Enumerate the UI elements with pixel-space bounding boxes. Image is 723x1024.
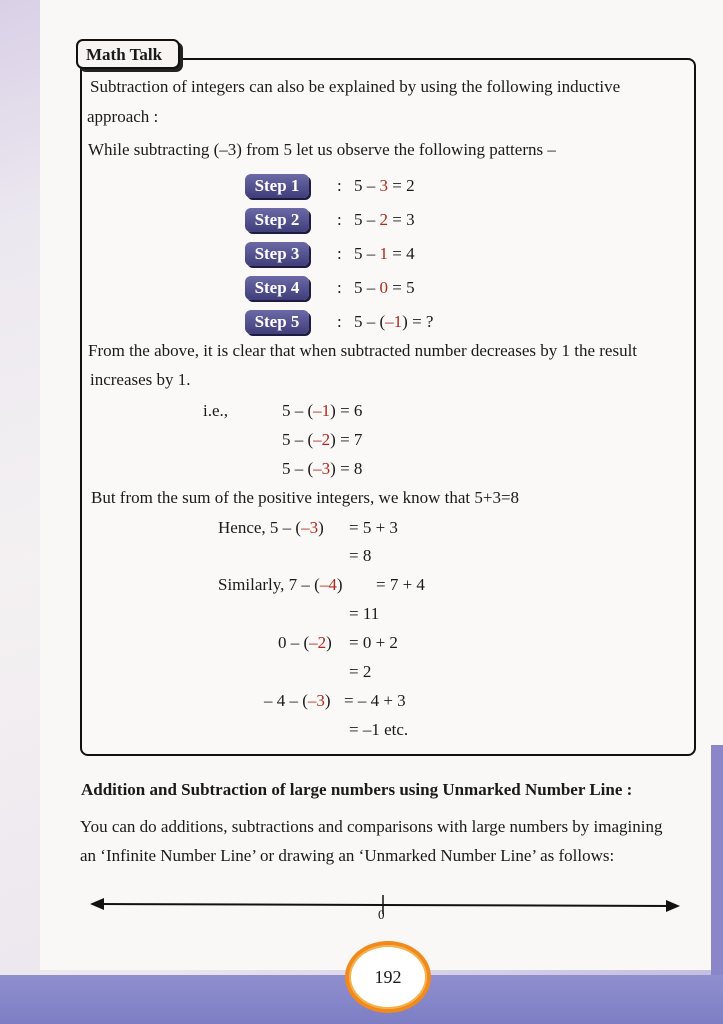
step-colon: :: [337, 312, 342, 331]
step-colon: :: [337, 176, 342, 195]
zero-result: = 2: [349, 662, 372, 681]
conclusion-line-1: From the above, it is clear that when subtracted number decreases by 1 the result: [88, 341, 638, 360]
ie-label: i.e.,: [203, 401, 229, 420]
similar-lhs: Similarly, 7 – (–4): [218, 575, 343, 594]
hence-result: = 8: [349, 546, 372, 565]
intro-line-1: Subtraction of integers can also be explained by using the following inductive: [90, 77, 621, 96]
left-arrow-icon: [90, 898, 104, 910]
neg-rhs: = – 4 + 3: [344, 691, 406, 710]
conclusion-line-2: increases by 1.: [90, 370, 191, 389]
similar-rhs: = 7 + 4: [376, 575, 425, 594]
step-badge: Step 4: [245, 276, 309, 300]
hence-lhs: Hence, 5 – (–3): [218, 518, 324, 537]
step-expression: 5 – (–1) = ?: [354, 312, 434, 331]
step-colon: :: [337, 244, 342, 263]
number-line-zero-label: 0: [378, 907, 385, 922]
zero-rhs: = 0 + 2: [349, 633, 398, 652]
ie-row: 5 – (–2) = 7: [282, 430, 363, 449]
step-badge: Step 1: [245, 174, 309, 198]
step-colon: :: [337, 210, 342, 229]
hence-rhs: = 5 + 3: [349, 518, 398, 537]
step-expression: 5 – 2 = 3: [354, 210, 415, 229]
similar-result: = 11: [349, 604, 380, 623]
observe-line: While subtracting (–3) from 5 let us observe the following patterns –: [88, 140, 556, 159]
right-arrow-icon: [666, 900, 680, 912]
step-expression: 5 – 0 = 5: [354, 278, 415, 297]
neg-result: = –1 etc.: [349, 720, 409, 739]
intro-line-2: approach :: [87, 107, 159, 126]
zero-lhs: 0 – (–2): [278, 633, 332, 652]
right-band: [711, 745, 723, 975]
math-talk-title: Math Talk: [76, 39, 180, 69]
section-heading: Addition and Subtraction of large numbers using Unmarked Number Line :: [81, 780, 633, 799]
sum-line: But from the sum of the positive integers, we know that 5+3=8: [91, 488, 520, 507]
section-line-1: You can do additions, subtractions and comparisons with large numbers by imagining: [80, 817, 663, 836]
step-badge: Step 2: [245, 208, 309, 232]
section-line-2: an ‘Infinite Number Line’ or drawing an ‘Unmarked Number Line’ as follows:: [80, 846, 615, 865]
unmarked-number-line: [90, 893, 680, 923]
step-badge: Step 3: [245, 242, 309, 266]
page-number: 192: [345, 941, 431, 1013]
ie-row: 5 – (–3) = 8: [282, 459, 363, 478]
neg-lhs: – 4 – (–3): [264, 691, 331, 710]
step-colon: :: [337, 278, 342, 297]
number-line-axis: [98, 904, 672, 906]
step-badge: Step 5: [245, 310, 309, 334]
step-expression: 5 – 3 = 2: [354, 176, 415, 195]
step-expression: 5 – 1 = 4: [354, 244, 415, 263]
ie-row: 5 – (–1) = 6: [282, 401, 363, 420]
